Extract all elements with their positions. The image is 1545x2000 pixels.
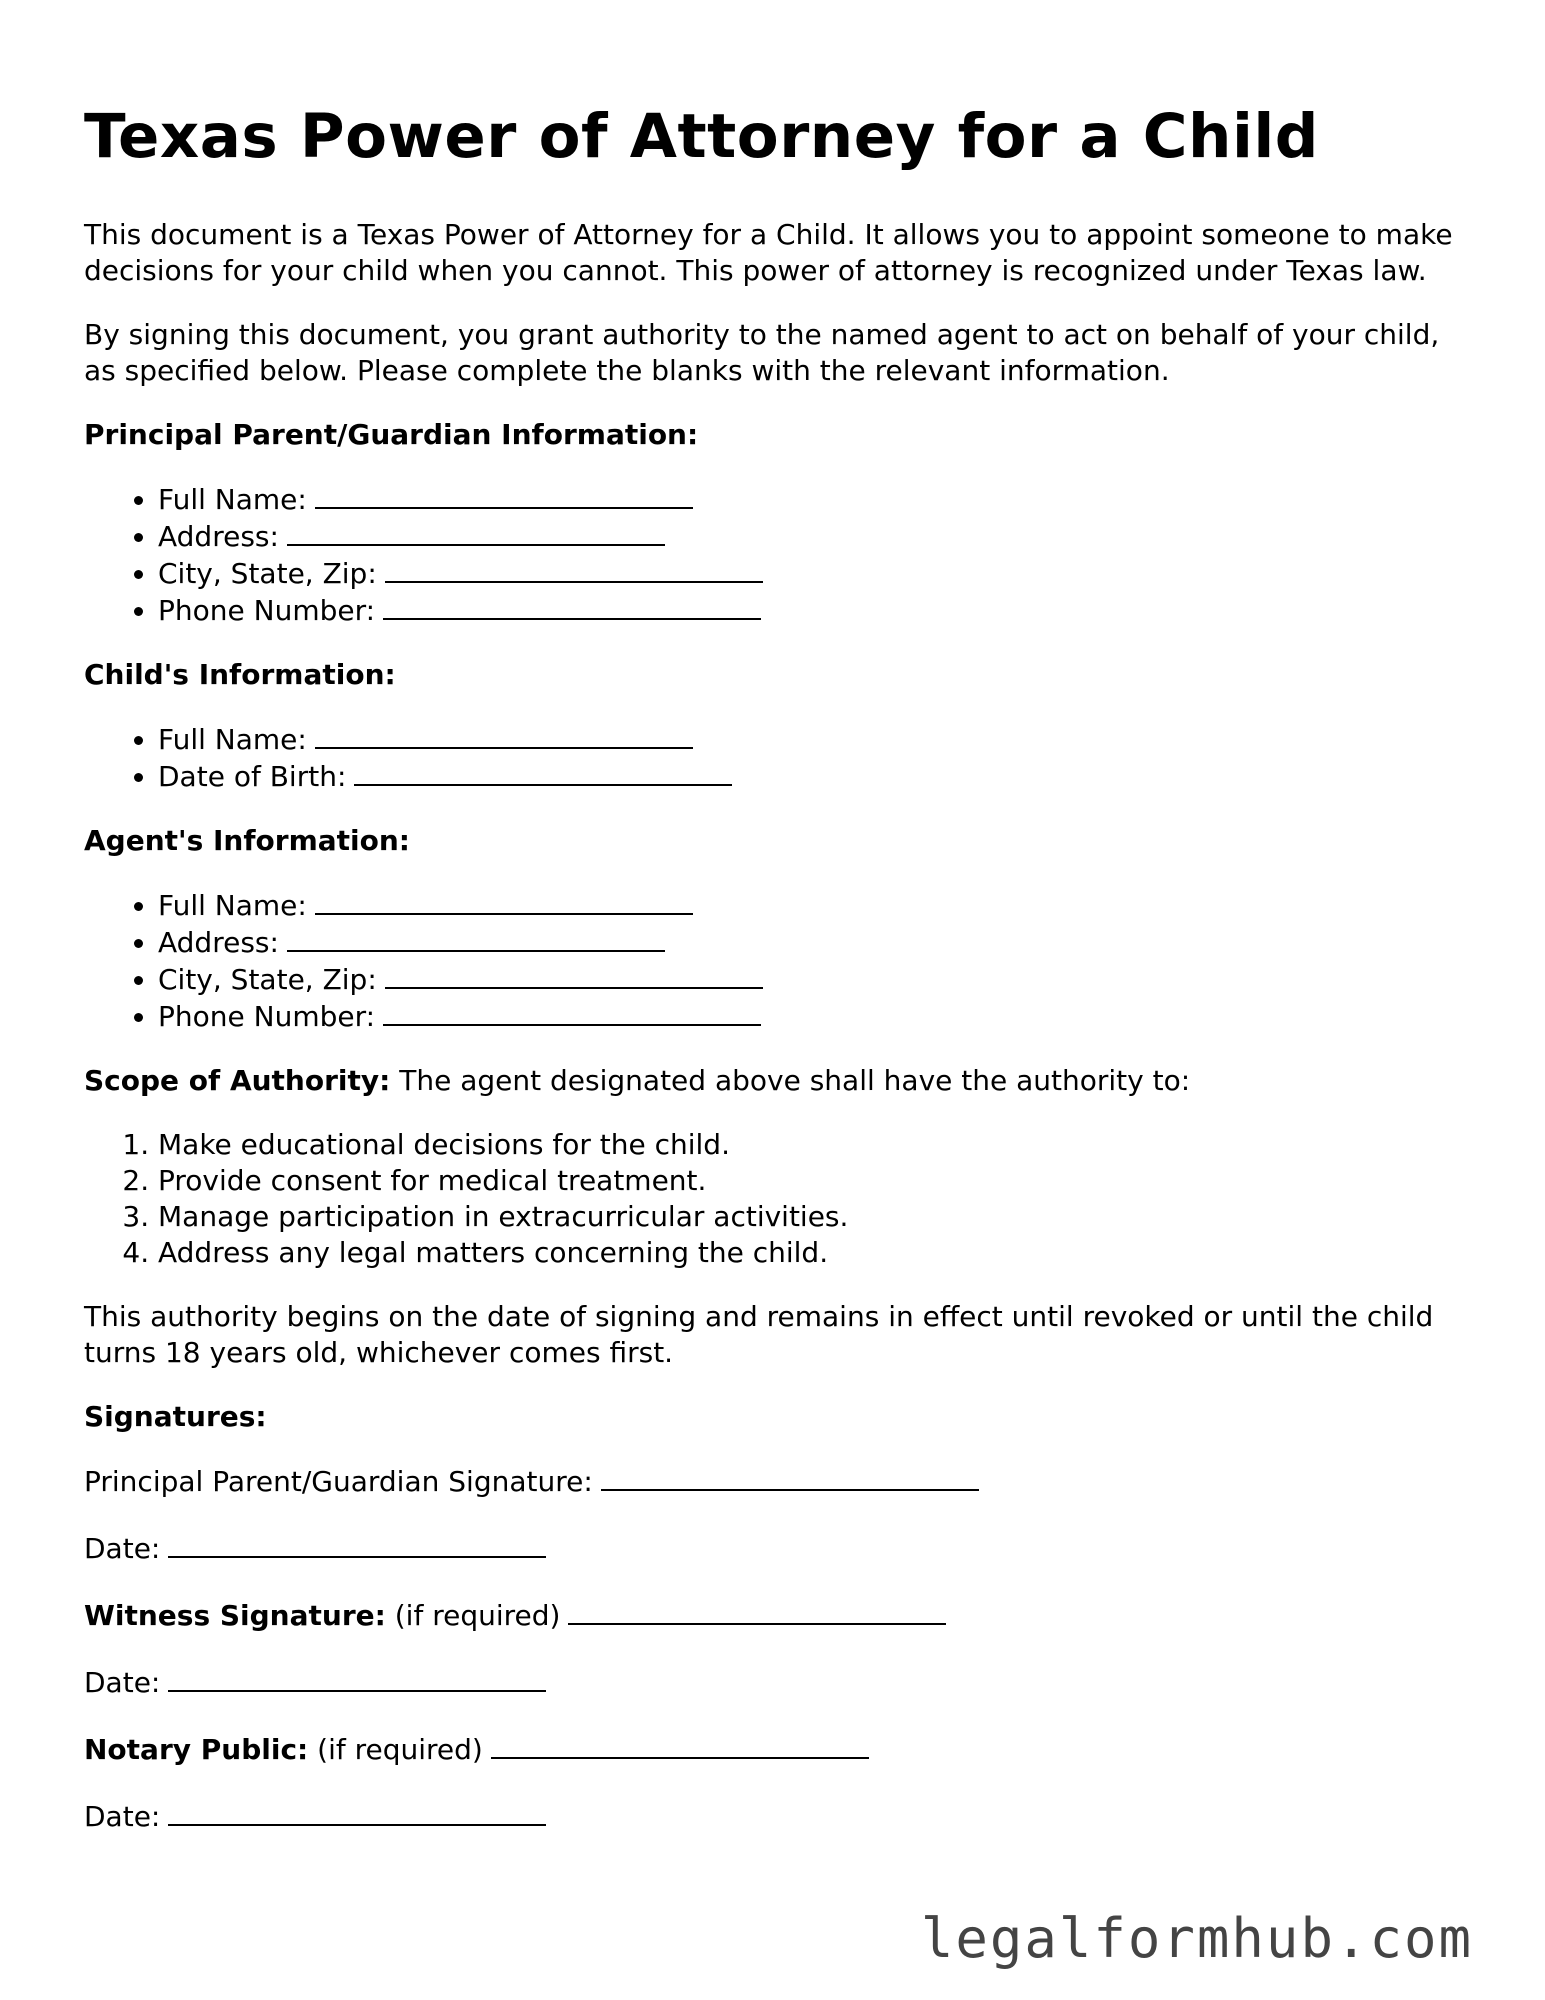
- principal-address-field: [158, 518, 1464, 555]
- child-full-name-field: [158, 721, 1464, 758]
- date-blank[interactable]: [168, 1664, 546, 1692]
- scope-list: [84, 1127, 1464, 1271]
- date-blank[interactable]: [168, 1798, 546, 1826]
- child-dob-field: [158, 758, 1464, 795]
- field-label: City, State, Zip:: [158, 963, 377, 997]
- field-label: Address:: [158, 520, 279, 554]
- blank-line[interactable]: [354, 758, 732, 786]
- signature-blank[interactable]: [491, 1731, 869, 1759]
- agent-phone-field: [158, 998, 1464, 1035]
- scope-item: 4. Address any legal matters concerning the child.: [158, 1235, 1464, 1271]
- scope-item: 1. Make educational decisions for the child.: [158, 1127, 1464, 1163]
- page-title: Texas Power of Attorney for a Child: [84, 101, 1319, 172]
- scope-intro: The agent designated above shall have the authority to:: [399, 1064, 1191, 1098]
- scope-item: 2. Provide consent for medical treatment.: [158, 1163, 1464, 1199]
- agent-fields-list: [84, 887, 1464, 1035]
- notary-date-line: [84, 1798, 1464, 1835]
- notary-line: [84, 1731, 1464, 1768]
- agent-full-name-field: [158, 887, 1464, 924]
- principal-phone-field: [158, 592, 1464, 629]
- blank-line[interactable]: [383, 592, 761, 620]
- field-label: Phone Number:: [158, 594, 376, 628]
- date-blank[interactable]: [168, 1530, 546, 1558]
- scope-paragraph: [84, 1063, 1464, 1099]
- scope-item: 3. Manage participation in extracurricular activities.: [158, 1199, 1464, 1235]
- field-label: City, State, Zip:: [158, 557, 377, 591]
- duration-paragraph: This authority begins on the date of signing and remains in effect until revoked or until the child turns 18 years old, whichever comes first.: [84, 1300, 1434, 1370]
- blank-line[interactable]: [315, 481, 693, 509]
- witness-signature-line: [84, 1597, 1464, 1634]
- witness-note: (if required): [394, 1599, 561, 1633]
- signature-blank[interactable]: [568, 1597, 946, 1625]
- agent-heading: Agent's Information:: [84, 824, 411, 858]
- date-label: Date:: [84, 1532, 161, 1566]
- blank-line[interactable]: [385, 961, 763, 989]
- notary-note: (if required): [317, 1733, 483, 1767]
- field-label: Full Name:: [158, 889, 307, 923]
- blank-line[interactable]: [287, 924, 665, 952]
- field-label: Full Name:: [158, 483, 307, 517]
- witness-date-line: [84, 1664, 1464, 1701]
- field-label: Full Name:: [158, 723, 307, 757]
- date-label: Date:: [84, 1800, 161, 1834]
- intro-paragraph-2: By signing this document, you grant authority to the named agent to act on behalf of your child, as specified below. Please complete the blanks with the relevant information.: [84, 318, 1440, 388]
- notary-label: Notary Public:: [84, 1733, 309, 1767]
- child-fields-list: [84, 721, 1464, 795]
- principal-signature-label: Principal Parent/Guardian Signature:: [84, 1465, 593, 1499]
- signatures-heading: Signatures:: [84, 1400, 267, 1434]
- principal-heading: Principal Parent/Guardian Information:: [84, 418, 699, 452]
- field-label: Phone Number:: [158, 1000, 376, 1034]
- agent-address-field: [158, 924, 1464, 961]
- witness-signature-label: Witness Signature:: [84, 1599, 386, 1633]
- blank-line[interactable]: [315, 887, 693, 915]
- field-label: Date of Birth:: [158, 760, 347, 794]
- principal-fields-list: [84, 481, 1464, 629]
- watermark-text: legalformhub.com: [920, 1907, 1473, 1970]
- intro-paragraph-1: This document is a Texas Power of Attorney for a Child. It allows you to appoint someone to make decisions for your child when you cannot. This power of attorney is recognized under Texas law.: [84, 218, 1453, 288]
- agent-city-state-zip-field: [158, 961, 1464, 998]
- signature-blank[interactable]: [601, 1463, 979, 1491]
- principal-signature-line: [84, 1463, 1464, 1500]
- field-label: Address:: [158, 926, 279, 960]
- date-label: Date:: [84, 1666, 161, 1700]
- child-heading: Child's Information:: [84, 658, 396, 692]
- document-page: [84, 100, 1464, 1865]
- scope-heading: Scope of Authority:: [84, 1064, 391, 1098]
- blank-line[interactable]: [315, 721, 693, 749]
- blank-line[interactable]: [287, 518, 665, 546]
- principal-date-line: [84, 1530, 1464, 1567]
- blank-line[interactable]: [383, 998, 761, 1026]
- principal-full-name-field: [158, 481, 1464, 518]
- blank-line[interactable]: [385, 555, 763, 583]
- principal-city-state-zip-field: [158, 555, 1464, 592]
